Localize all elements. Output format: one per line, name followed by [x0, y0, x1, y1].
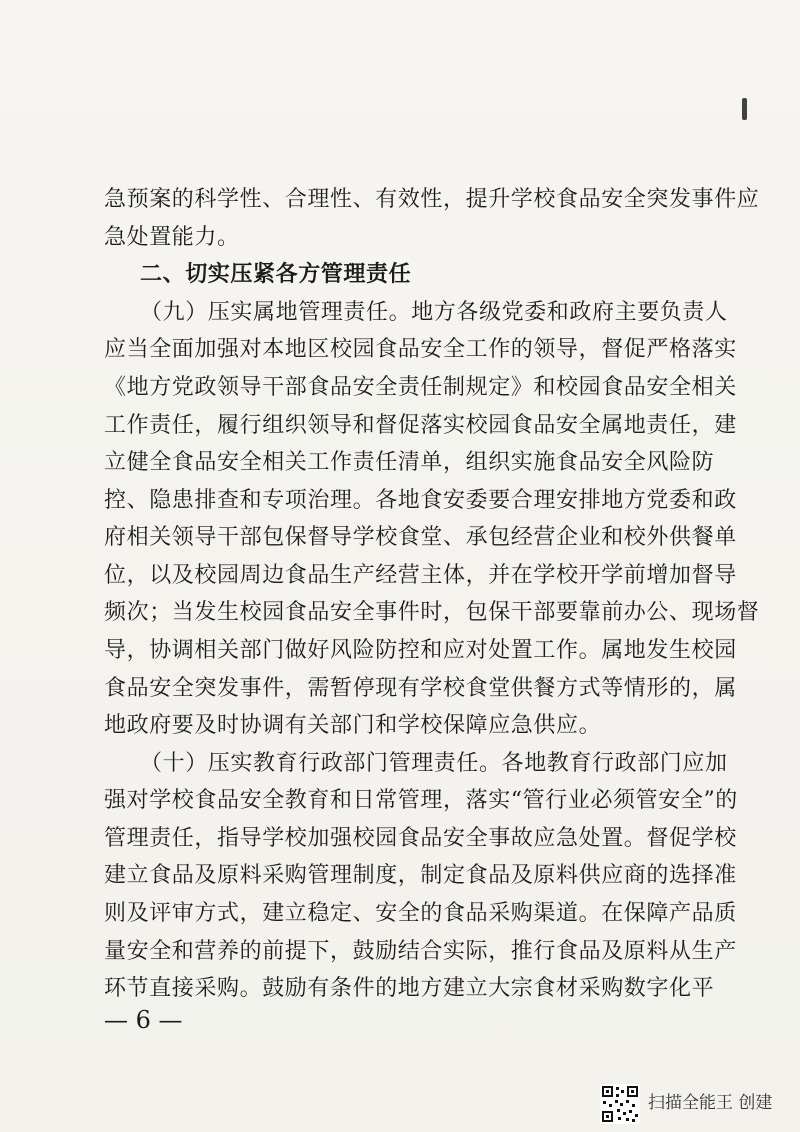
- qr-code-icon: [600, 1084, 640, 1124]
- text-line-9: 控、隐患排查和专项治理。各地食安委要合理安排地方党委和政: [104, 488, 737, 513]
- text-line-21: 量安全和营养的前提下，鼓励结合实际，推行食品及原料从生产: [104, 939, 737, 964]
- text-line-17: 强对学校食品安全教育和日常管理，落实“管行业必须管安全”的: [104, 788, 738, 813]
- text-line-7: 工作责任，履行组织领导和督促落实校园食品安全属地责任，建: [104, 413, 737, 438]
- text-line-5: 应当全面加强对本地区校园食品安全工作的领导，督促严格落实: [104, 337, 737, 362]
- text-line-12: 频次；当发生校园食品安全事件时，包保干部要靠前办公、现场督: [104, 600, 760, 625]
- text-line-1: 急预案的科学性、合理性、有效性，提升学校食品安全突发事件应: [104, 187, 760, 212]
- text-line-8: 立健全食品安全相关工作责任清单，组织实施食品安全风险防: [104, 450, 715, 475]
- text-line-22: 环节直接采购。鼓励有条件的地方建立大宗食材采购数字化平: [104, 976, 715, 1001]
- text-line-14: 食品安全突发事件，需暂停现有学校食堂供餐方式等情形的，属: [104, 676, 737, 701]
- text-line-15: 地政府要及时协调有关部门和学校保障应急供应。: [104, 713, 602, 738]
- text-line-4: （九）压实属地管理责任。地方各级党委和政府主要负责人: [140, 300, 728, 325]
- scan-mark: [742, 98, 747, 120]
- section-heading: 二、切实压紧各方管理责任: [140, 262, 412, 287]
- text-line-19: 建立食品及原料采购管理制度，制定食品及原料供应商的选择准: [104, 863, 737, 888]
- text-line-16: （十）压实教育行政部门管理责任。各地教育行政部门应加: [140, 751, 728, 776]
- text-line-10: 府相关领导干部包保督导学校食堂、承包经营企业和校外供餐单: [104, 525, 737, 550]
- page-number: — 6 —: [104, 1006, 183, 1034]
- text-line-11: 位，以及校园周边食品生产经营主体，并在学校开学前增加督导: [104, 563, 737, 588]
- text-line-20: 则及评审方式，建立稳定、安全的食品采购渠道。在保障产品质: [104, 901, 737, 926]
- text-line-18: 管理责任，指导学校加强校园食品安全事故应急处置。督促学校: [104, 826, 737, 851]
- text-line-2: 急处置能力。: [104, 225, 240, 250]
- scanner-credit: 扫描全能王 创建: [648, 1093, 773, 1113]
- text-line-6: 《地方党政领导干部食品安全责任制规定》和校园食品安全相关: [104, 375, 737, 400]
- scanner-watermark: [600, 1084, 790, 1124]
- text-line-13: 导，协调相关部门做好风险防控和应对处置工作。属地发生校园: [104, 638, 737, 663]
